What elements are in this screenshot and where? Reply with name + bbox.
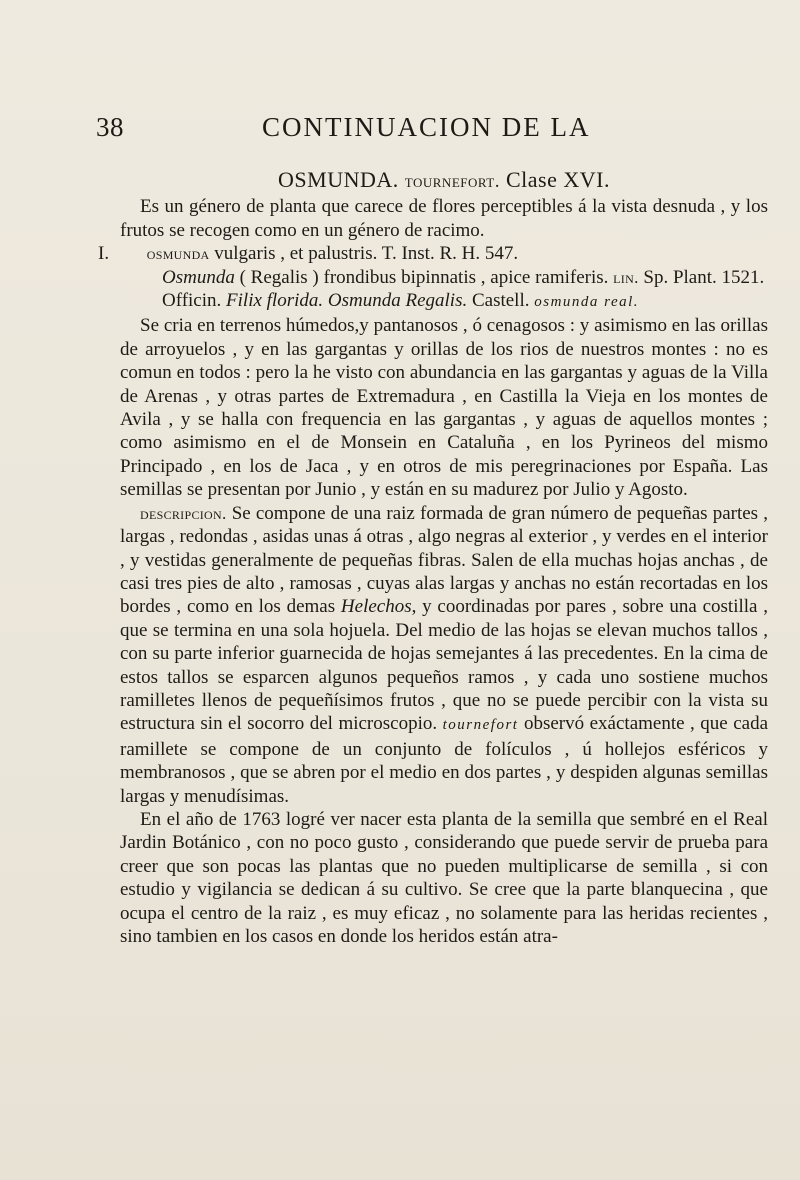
officin-label: Officin.: [162, 290, 222, 312]
genus-author: tournefort.: [404, 171, 500, 192]
description-label: descripcion.: [140, 503, 227, 523]
description-part-3: observó exáctamente , que cada ramillete se compone de un conjunto de folículos , ú hollejos esféricos y membranosos , que se abren por el medio en dos partes , y despiden algunas semillas largas y menudísimas.: [120, 713, 769, 807]
running-head: [0, 112, 800, 152]
synonym-ref-1: vulgaris , et palustris. T. Inst. R. H. 547.: [214, 243, 519, 265]
synonym-lin: lin.: [613, 267, 639, 287]
helechos-term: Helechos: [340, 596, 412, 618]
closing-paragraph: En el año de 1763 logré ver nacer esta planta de la semilla que sembré en el Real Jardin Botánico , con no poco gusto , considerando que puede servir de prueba para creer que son pocas las plantas que no pueden multiplicarse de semilla , si con estudio y vigilancia se dedican á su cultivo. Se cree que la parte blanquecina , que ocupa el centro de la raiz , es muy eficaz , no solamente para las heridas recientes , sino tambien en los casos en donde los heridos están atra-: [120, 808, 768, 947]
synonymy-line-3: [120, 289, 768, 314]
synonymy-number: I.: [98, 243, 110, 265]
body-text: [98, 167, 769, 948]
osmunda-regalis: Osmunda Regalis.: [327, 290, 468, 312]
synonymy-line-1: [98, 242, 768, 265]
class-label: Clase XVI.: [505, 167, 610, 192]
synonym-name-2: Osmunda: [162, 266, 235, 288]
running-title: CONTINUACION DE LA: [262, 112, 591, 142]
synonym-diagnosis-2: ( Regalis ) frondibus bipinnatis , apice ramiferis.: [239, 266, 609, 288]
description-part-2: , y coordinadas por pares , sobre una costilla , que se termina en una sola hojuela. Del medio de las hojas se elevan muchos tallos , con su parte inferior guarnecida de hojas semejantes á las precedentes. En la cima de estos tallos se esparcen algunos pequeños ramos , y cada uno sostiene muchos ramilletes llenos de pequeñísimos frutos , que no se puede percibir con la vista su estructura sin el socorro del microscopio.: [120, 596, 769, 735]
castell-ref: Castell.: [471, 290, 530, 312]
description-paragraph: [120, 502, 768, 808]
description-part-1: Se compone de una raiz formada de gran número de pequeñas partes , largas , redondas , asidas unas á otras , algo negras al exterior , y verdes en el interior , y vestidas generalmente de pequeñas fibras. Salen de ella muchas hojas anchas , de casi tres pies de alto , ramosas , cuyas alas largas y anchas no están recortadas en los bordes , como en los demas: [120, 502, 768, 618]
section-heading: [120, 168, 768, 193]
synonym-name-1: osmunda: [146, 244, 210, 264]
filix-florida: Filix florida.: [226, 290, 324, 312]
tournefort-ref: tournefort: [442, 717, 519, 734]
synonymy-line-2: [120, 266, 768, 289]
genus-name: OSMUNDA.: [278, 167, 399, 192]
vernacular-name: osmunda real.: [534, 294, 640, 311]
habitat-paragraph: Se cria en terrenos húmedos,y pantanosos , ó cenagosos : y asimismo en las orillas de arroyuelos , y en las gargantas y orillas de los rios de nuestros montes : no es comun en todos : pero la he visto con abundancia en las gargantas y aguas de la Villa de Arenas , y otras partes de Extremadura , en Castilla la Vieja en los montes de Avila , y se halla con frequencia en las gargantas , y aguas de aquellos montes ; como asimismo en el de Monsein en Cataluña , en los Pyrineos del mismo Principado , en los de Jaca , y en otros de mis peregrinaciones por España. Las semillas se presentan por Junio , y están en su madurez por Julio y Agosto.: [120, 315, 768, 501]
synonym-ref-2: Sp. Plant. 1521.: [643, 266, 765, 288]
page-number: 38: [96, 112, 124, 142]
intro-paragraph: Es un género de planta que carece de flores perceptibles á la vista desnuda , y los frutos se recogen como en un género de racimo.: [120, 196, 768, 241]
